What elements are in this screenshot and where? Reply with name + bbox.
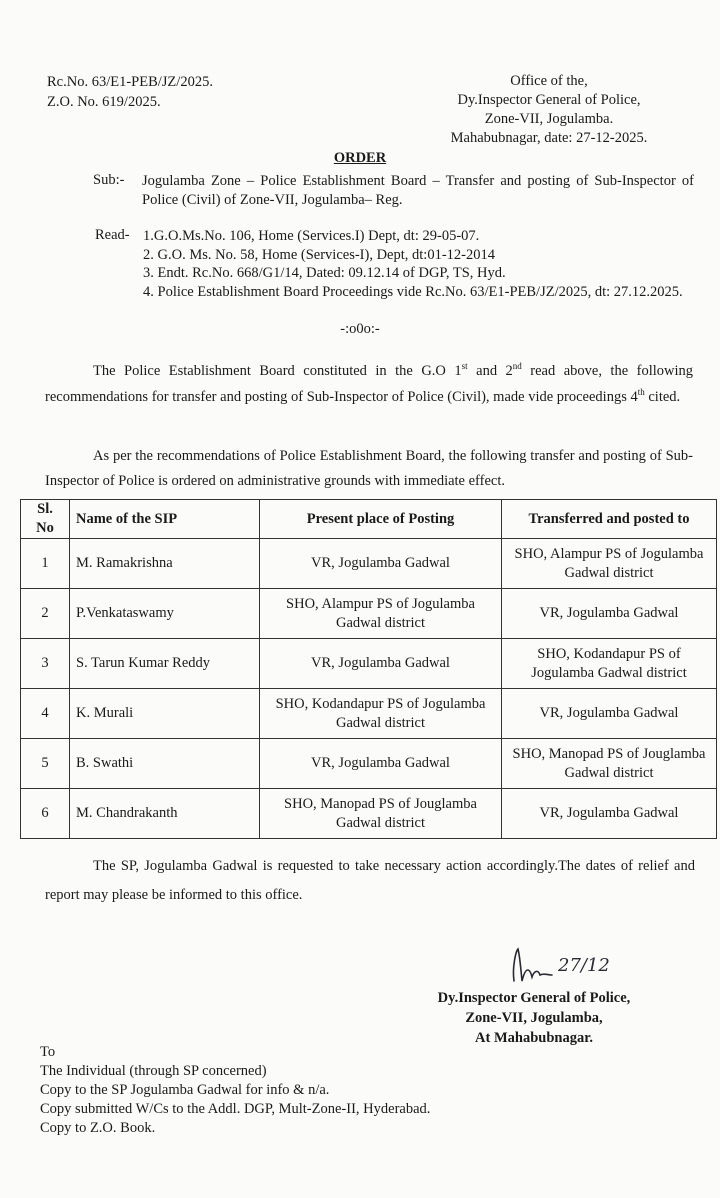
table-header-row	[21, 500, 717, 539]
paragraph-order: As per the recommendations of Police Establishment Board, the following transfer and posting of Sub-Inspector of Police is ordered on administrative grounds with immediate effect.	[45, 448, 693, 489]
cell-to: SHO, Alampur PS of Jogulamba Gadwal district	[502, 539, 717, 589]
cell-sl: 4	[21, 689, 70, 739]
signature-scribble	[474, 945, 610, 987]
table-row	[21, 539, 717, 589]
cell-to: VR, Jogulamba Gadwal	[502, 789, 717, 839]
cell-name: P.Venkataswamy	[70, 589, 260, 639]
cell-sl: 2	[21, 589, 70, 639]
header-sl-no: Sl. No	[21, 500, 70, 539]
cell-to: VR, Jogulamba Gadwal	[502, 589, 717, 639]
office-line: Mahabubnagar, date: 27-12-2025.	[450, 130, 648, 146]
reference-item: 2. G.O. Ms. No. 58, Home (Services-I), Dept, dt:01-12-2014	[143, 246, 495, 263]
cell-to: SHO, Kodandapur PS of Jogulamba Gadwal district	[502, 639, 717, 689]
cell-name: M. Ramakrishna	[70, 539, 260, 589]
designation-line: Dy.Inspector General of Police,	[437, 990, 631, 1006]
cell-sl: 3	[21, 639, 70, 689]
distribution-line: The Individual (through SP concerned)	[40, 1063, 267, 1079]
read-label: Read-	[95, 227, 130, 243]
office-line: Zone-VII, Jogulamba.	[484, 111, 614, 127]
office-address	[434, 72, 664, 148]
cell-present: VR, Jogulamba Gadwal	[260, 639, 502, 689]
cell-present: SHO, Manopad PS of Jouglamba Gadwal district	[260, 789, 502, 839]
cell-sl: 6	[21, 789, 70, 839]
cell-present: VR, Jogulamba Gadwal	[260, 539, 502, 589]
distribution-line: Copy submitted W/Cs to the Addl. DGP, Mult-Zone-II, Hyderabad.	[40, 1101, 431, 1117]
designation-line: Zone-VII, Jogulamba,	[465, 1010, 603, 1026]
closing-paragraph: The SP, Jogulamba Gadwal is requested to take necessary action accordingly.The dates of relief and report may please be informed to this office.	[45, 858, 695, 903]
distribution-line: Copy to the SP Jogulamba Gadwal for info & n/a.	[40, 1082, 330, 1098]
subject-text: Jogulamba Zone – Police Establishment Board – Transfer and posting of Sub-Inspector of Police (Civil) of Zone-VII, Jogulamba– Reg.	[142, 173, 694, 208]
table-row	[21, 689, 717, 739]
header-name: Name of the SIP	[70, 500, 260, 539]
rc-number: Rc.No. 63/E1-PEB/JZ/2025.	[47, 74, 213, 90]
designation-line: At Mahabubnagar.	[475, 1030, 593, 1046]
cell-sl: 1	[21, 539, 70, 589]
distribution-line: To	[40, 1044, 56, 1060]
table-row	[21, 639, 717, 689]
signatory-designation	[426, 988, 642, 1048]
table-row	[21, 589, 717, 639]
cell-present: SHO, Alampur PS of Jogulamba Gadwal district	[260, 589, 502, 639]
reference-item: 3. Endt. Rc.No. 668/G1/14, Dated: 09.12.14 of DGP, TS, Hyd.	[143, 265, 506, 281]
header-transferred: Transferred and posted to	[502, 500, 717, 539]
cell-to: SHO, Manopad PS of Jouglamba Gadwal district	[502, 739, 717, 789]
header-present: Present place of Posting	[260, 500, 502, 539]
reference-numbers	[47, 72, 213, 112]
subject-label: Sub:-	[93, 172, 125, 188]
cell-present: SHO, Kodandapur PS of Jogulamba Gadwal district	[260, 689, 502, 739]
paragraph-recommendations: The Police Establishment Board constituted in the G.O 1st and 2nd read above, the following recommendations for transfer and posting of Sub-Inspector of Police (Civil), made vide proceedings 4th cited.	[45, 361, 693, 405]
cell-sl: 5	[21, 739, 70, 789]
table-row	[21, 789, 717, 839]
signature-date: 27/12	[558, 955, 610, 976]
separator: -:o0o:-	[340, 321, 380, 337]
order-title: ORDER	[333, 150, 387, 166]
cell-name: S. Tarun Kumar Reddy	[70, 639, 260, 689]
cell-present: VR, Jogulamba Gadwal	[260, 739, 502, 789]
distribution-list	[40, 1043, 430, 1138]
cell-name: K. Murali	[70, 689, 260, 739]
cell-name: B. Swathi	[70, 739, 260, 789]
cell-to: VR, Jogulamba Gadwal	[502, 689, 717, 739]
reference-item: 4. Police Establishment Board Proceedings vide Rc.No. 63/E1-PEB/JZ/2025, dt: 27.12.2025.	[143, 283, 683, 300]
cell-name: M. Chandrakanth	[70, 789, 260, 839]
table-row	[21, 739, 717, 789]
zo-number: Z.O. No. 619/2025.	[47, 94, 161, 110]
office-line: Office of the,	[510, 73, 588, 89]
office-line: Dy.Inspector General of Police,	[457, 92, 641, 108]
read-references	[143, 227, 688, 301]
transfer-table	[20, 499, 717, 839]
reference-item: 1.G.O.Ms.No. 106, Home (Services.I) Dept, dt: 29-05-07.	[143, 228, 480, 244]
distribution-line: Copy to Z.O. Book.	[40, 1120, 156, 1136]
